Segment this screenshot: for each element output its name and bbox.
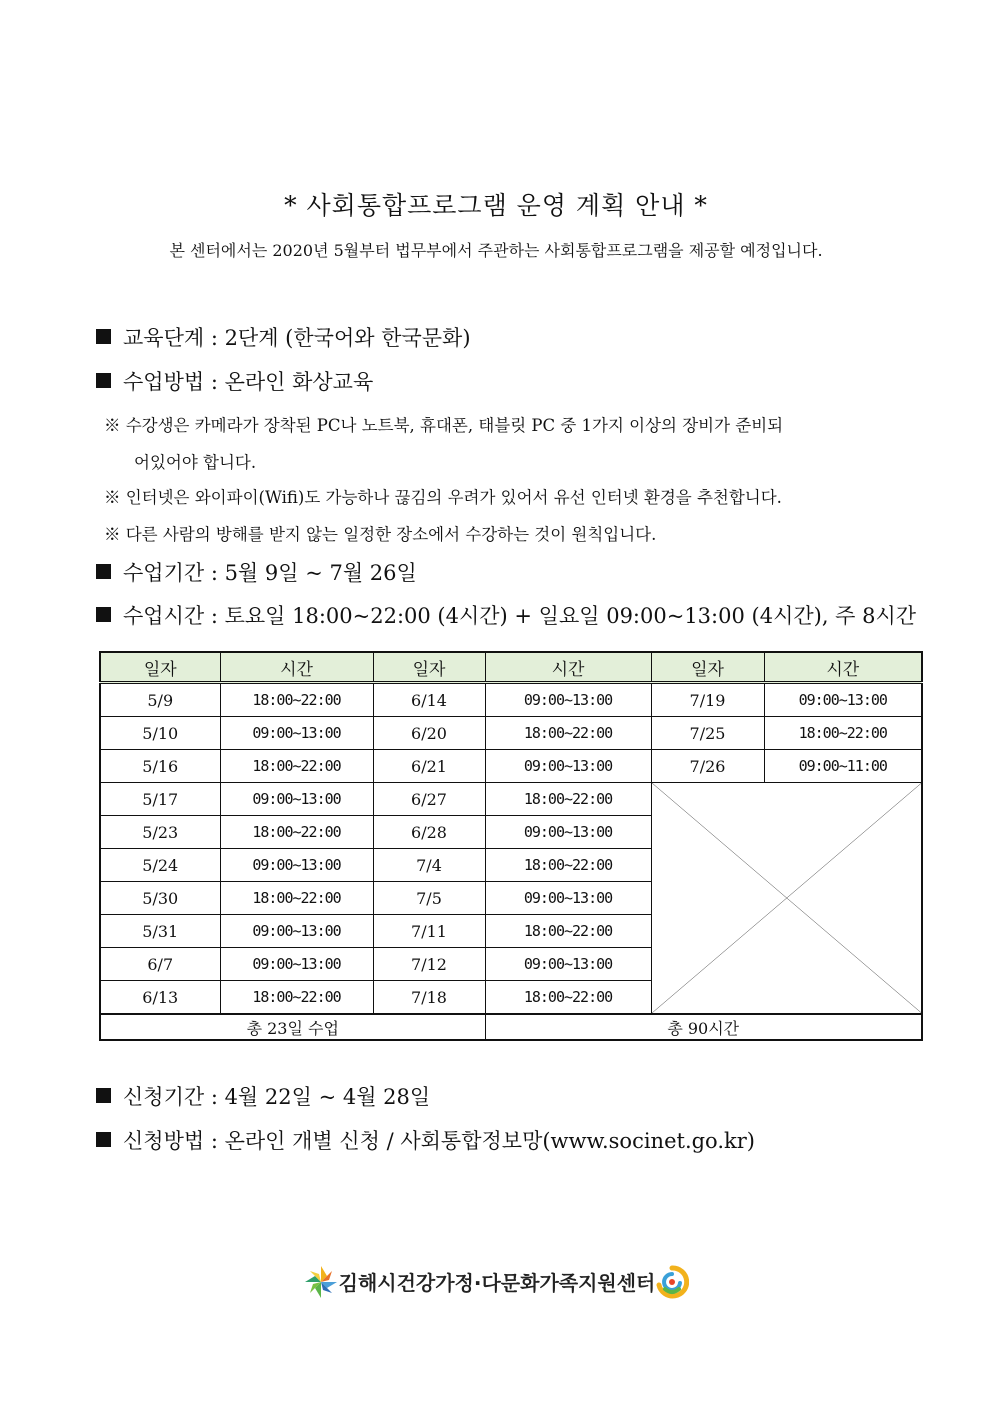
empty-crossed-cell xyxy=(651,783,922,1015)
time-cell: 09:00~13:00 xyxy=(485,683,651,717)
total-hours-cell: 총 90시간 xyxy=(485,1014,922,1040)
time-cell: 18:00~22:00 xyxy=(220,750,373,783)
footer-organization xyxy=(0,1264,992,1305)
item-text: 수업시간 : 토요일 18:00~22:00 (4시간) + 일요일 09:00~13:00 (4시간), 주 8시간 xyxy=(123,604,917,628)
header-date: 일자 xyxy=(100,652,220,683)
date-cell: 7/11 xyxy=(373,915,485,948)
table-row xyxy=(100,783,922,816)
date-cell: 7/19 xyxy=(651,683,764,717)
item-class-hours xyxy=(96,600,916,630)
time-cell: 18:00~22:00 xyxy=(485,849,651,882)
bullet-square-icon xyxy=(96,329,111,344)
intro-text: 본 센터에서는 2020년 5월부터 법무부에서 주관하는 사회통합프로그램을 제공할 예정입니다. xyxy=(169,241,823,260)
time-cell: 18:00~22:00 xyxy=(485,915,651,948)
note-internet: ※ 인터넷은 와이파이(Wifi)도 가능하나 끊김의 우려가 있어서 유선 인터넷 환경을 추천합니다. xyxy=(104,488,782,507)
time-cell: 09:00~13:00 xyxy=(220,783,373,816)
date-cell: 7/5 xyxy=(373,882,485,915)
cross-lines xyxy=(652,783,922,1013)
date-cell: 6/27 xyxy=(373,783,485,816)
item-apply-period xyxy=(96,1081,430,1111)
date-cell: 6/7 xyxy=(100,948,220,981)
date-cell: 6/21 xyxy=(373,750,485,783)
table-row xyxy=(100,750,922,783)
bullet-square-icon xyxy=(96,564,111,579)
header-time: 시간 xyxy=(764,652,922,683)
bullet-square-icon xyxy=(96,607,111,622)
date-cell: 5/30 xyxy=(100,882,220,915)
date-cell: 7/26 xyxy=(651,750,764,783)
date-cell: 7/25 xyxy=(651,717,764,750)
date-cell: 5/31 xyxy=(100,915,220,948)
time-cell: 09:00~13:00 xyxy=(485,948,651,981)
table-row xyxy=(100,717,922,750)
page-title: * 사회통합프로그램 운영 계획 안내 * xyxy=(284,191,708,220)
time-cell: 09:00~11:00 xyxy=(764,750,922,783)
time-cell: 09:00~13:00 xyxy=(220,948,373,981)
date-cell: 6/13 xyxy=(100,981,220,1015)
header-date: 일자 xyxy=(373,652,485,683)
date-cell: 7/4 xyxy=(373,849,485,882)
pinwheel-logo-icon xyxy=(303,1264,339,1305)
swirl-logo-icon xyxy=(655,1265,689,1304)
bullet-square-icon xyxy=(96,373,111,388)
item-class-method xyxy=(96,366,373,396)
schedule-table xyxy=(99,651,923,1041)
note-location: ※ 다른 사람의 방해를 받지 않는 일정한 장소에서 수강하는 것이 원칙입니다. xyxy=(104,525,657,544)
header-date: 일자 xyxy=(651,652,764,683)
time-cell: 18:00~22:00 xyxy=(485,981,651,1015)
time-cell: 09:00~13:00 xyxy=(485,816,651,849)
table-row xyxy=(100,683,922,717)
header-time: 시간 xyxy=(485,652,651,683)
item-apply-method xyxy=(96,1125,755,1155)
date-cell: 6/20 xyxy=(373,717,485,750)
time-cell: 09:00~13:00 xyxy=(764,683,922,717)
header-time: 시간 xyxy=(220,652,373,683)
time-cell: 09:00~13:00 xyxy=(485,882,651,915)
note-equipment-line2: 어있어야 합니다. xyxy=(134,453,257,472)
date-cell: 5/9 xyxy=(100,683,220,717)
date-cell: 6/14 xyxy=(373,683,485,717)
date-cell: 7/12 xyxy=(373,948,485,981)
time-cell: 18:00~22:00 xyxy=(220,683,373,717)
item-class-period xyxy=(96,557,417,587)
item-text: 신청방법 : 온라인 개별 신청 / 사회통합정보망(www.socinet.go.kr) xyxy=(123,1129,755,1153)
time-cell: 18:00~22:00 xyxy=(220,981,373,1015)
date-cell: 5/10 xyxy=(100,717,220,750)
bullet-square-icon xyxy=(96,1088,111,1103)
bullet-square-icon xyxy=(96,1132,111,1147)
date-cell: 5/17 xyxy=(100,783,220,816)
date-cell: 5/16 xyxy=(100,750,220,783)
date-cell: 5/24 xyxy=(100,849,220,882)
item-text: 수업방법 : 온라인 화상교육 xyxy=(123,370,374,394)
date-cell: 5/23 xyxy=(100,816,220,849)
organization-name: 김해시건강가정·다문화가족지원센터 xyxy=(338,1271,656,1295)
time-cell: 09:00~13:00 xyxy=(220,717,373,750)
item-education-level xyxy=(96,322,471,352)
time-cell: 18:00~22:00 xyxy=(764,717,922,750)
time-cell: 09:00~13:00 xyxy=(220,915,373,948)
table-header-row xyxy=(100,652,922,683)
time-cell: 09:00~13:00 xyxy=(485,750,651,783)
time-cell: 18:00~22:00 xyxy=(220,882,373,915)
time-cell: 09:00~13:00 xyxy=(220,849,373,882)
item-text: 신청기간 : 4월 22일 ~ 4월 28일 xyxy=(123,1085,431,1109)
item-text: 수업기간 : 5월 9일 ~ 7월 26일 xyxy=(123,561,417,585)
total-days-cell: 총 23일 수업 xyxy=(100,1014,485,1040)
time-cell: 18:00~22:00 xyxy=(220,816,373,849)
date-cell: 6/28 xyxy=(373,816,485,849)
note-equipment-line1: ※ 수강생은 카메라가 장착된 PC나 노트북, 휴대폰, 태블릿 PC 중 1가지 이상의 장비가 준비되 xyxy=(104,416,784,435)
time-cell: 18:00~22:00 xyxy=(485,783,651,816)
time-cell: 18:00~22:00 xyxy=(485,717,651,750)
table-total-row xyxy=(100,1014,922,1040)
date-cell: 7/18 xyxy=(373,981,485,1015)
item-text: 교육단계 : 2단계 (한국어와 한국문화) xyxy=(123,326,471,350)
